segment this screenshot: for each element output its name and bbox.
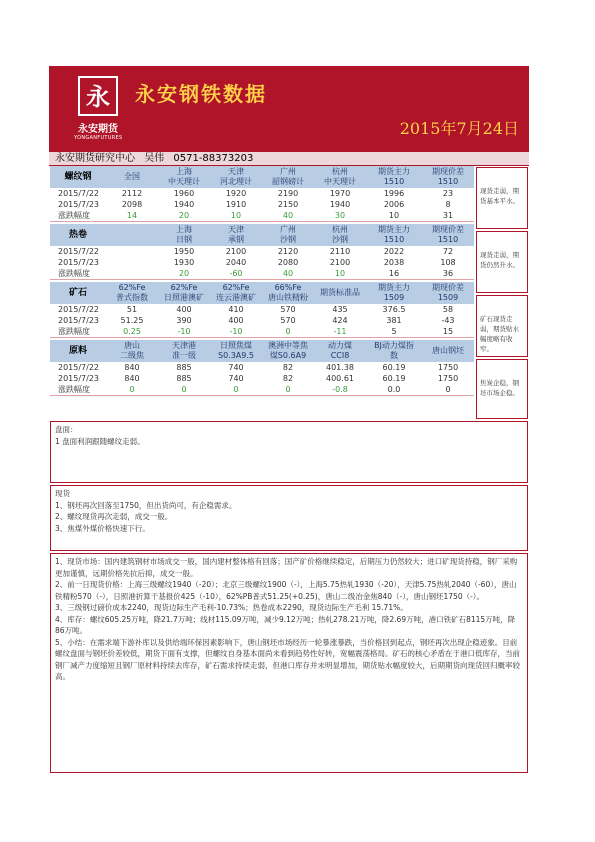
report-title: 永安钢铁数据: [135, 82, 267, 106]
table-cell: 8: [445, 199, 451, 209]
logo-mark-icon: 永: [78, 76, 118, 116]
table-cell: 570: [280, 315, 296, 325]
table-row: [50, 199, 474, 210]
table-cell: 0: [158, 384, 210, 396]
table-cell: 31: [422, 210, 474, 222]
header-line: 韶钢磅计: [272, 177, 304, 186]
header-line: 1509: [383, 293, 405, 302]
table-cell: 410: [228, 304, 244, 314]
header-line: 期货标准品: [320, 288, 360, 297]
column-header: [158, 224, 210, 246]
logo-name-en: YONGANFUTURES: [74, 135, 123, 141]
category-label: 矿石: [50, 282, 106, 304]
table-cell: 108: [440, 257, 456, 267]
table-cell: 15: [422, 326, 474, 338]
text-line: 2、螺纹现货再次走弱，成交一般。: [55, 512, 173, 521]
category-label: 热卷: [50, 224, 106, 246]
table-row: [50, 257, 474, 268]
table-cell: 10: [314, 268, 366, 280]
header-line: 连云港澳矿: [216, 293, 256, 302]
table-cell: 1930: [173, 257, 195, 267]
table-cell: 401.38: [326, 362, 354, 372]
column-header: [366, 224, 422, 246]
table-cell: 20: [158, 210, 210, 222]
price-table: [50, 224, 474, 280]
header-line: 上海: [176, 225, 192, 234]
price-table: [50, 282, 474, 338]
header-line: 动力煤: [328, 341, 352, 350]
table-row: [50, 373, 474, 384]
header-line: 中天理计: [324, 177, 356, 186]
category-label: 螺纹钢: [50, 166, 106, 188]
table-cell: 5: [366, 326, 422, 338]
header-line: 唐山: [124, 341, 140, 350]
table-cell: 740: [228, 373, 244, 383]
table-cell: 2080: [277, 257, 299, 267]
table-cell: 885: [176, 362, 192, 372]
category-label: 原料: [50, 340, 106, 362]
table-cell: 424: [332, 315, 348, 325]
column-header: [158, 340, 210, 362]
table-cell: 16: [366, 268, 422, 280]
header-line: 期货主力: [378, 167, 410, 176]
table-cell: 23: [442, 188, 454, 198]
table-cell: 1940: [173, 199, 195, 209]
column-header: [262, 224, 314, 246]
header-line: 1509: [437, 293, 459, 302]
column-header: [422, 340, 474, 362]
table-cell: 1910: [225, 199, 247, 209]
table-cell: 1950: [173, 246, 195, 256]
table-cell: 0: [210, 384, 262, 396]
table-cell: 60.19: [382, 373, 406, 383]
table-cell: 0: [422, 384, 474, 396]
price-table: [50, 340, 474, 396]
column-header: [210, 224, 262, 246]
header-line: 普式指数: [116, 293, 148, 302]
table-row: [50, 210, 474, 222]
header-line: 唐山钢坯: [432, 346, 464, 355]
table-cell: 0: [262, 326, 314, 338]
table-cell: 2022: [383, 246, 405, 256]
panel-commentary: [50, 421, 528, 483]
table-cell: -43: [441, 315, 455, 325]
header-line: 日钢: [176, 235, 192, 244]
column-header: [314, 282, 366, 304]
column-header: [262, 282, 314, 304]
table-cell: 0: [262, 384, 314, 396]
table-cell: 10: [210, 210, 262, 222]
header-line: 1510: [437, 177, 459, 186]
header-line: 上海: [176, 167, 192, 176]
column-header: [106, 166, 158, 188]
header-line: 62%Fe: [118, 283, 146, 292]
column-header: [422, 166, 474, 188]
table-cell: 58: [442, 304, 454, 314]
table-row: [50, 326, 474, 338]
table-row: [50, 304, 474, 315]
column-header: [422, 282, 474, 304]
row-label: 2015/7/22: [58, 246, 100, 256]
table-cell: 381: [386, 315, 402, 325]
table-cell: -10: [210, 326, 262, 338]
table-cell: 36: [422, 268, 474, 280]
section-note: 现货走弱，期货仍然升水。: [476, 231, 528, 293]
table-cell: 2100: [329, 257, 351, 267]
org-name: 永安期货研究中心: [55, 153, 135, 164]
table-cell: 1920: [225, 188, 247, 198]
row-label: 2015/7/22: [58, 188, 100, 198]
table-cell: [106, 268, 158, 280]
table-cell: 1996: [383, 188, 405, 198]
table-cell: 435: [332, 304, 348, 314]
table-cell: 376.5: [382, 304, 406, 314]
table-row: [50, 362, 474, 373]
table-cell: 2100: [225, 246, 247, 256]
table-row: [50, 384, 474, 396]
column-header: [106, 224, 158, 246]
table-cell: 1970: [329, 188, 351, 198]
header-line: 沙钢: [280, 235, 296, 244]
author-info-bar: [49, 152, 529, 166]
summary-paragraph: 2、前一日现货价格：上海三级螺纹1940（-20）；北京三级螺纹1900（-），上海5.75热轧1930（-20），天津5.75热轧2040（-60），唐山铁精粉570（-），日照港折算干基报价425（-10），62%PB普式51.25(+0.25)，唐山二级冶金焦840（-），唐山钢坯1750（-）。: [55, 580, 517, 601]
author-name: 吴伟: [144, 153, 165, 164]
table-cell: 10: [366, 210, 422, 222]
table-cell: 400: [228, 315, 244, 325]
header-line: 天津: [228, 167, 244, 176]
table-cell: 0.0: [366, 384, 422, 396]
column-header: [210, 166, 262, 188]
header-line: 广州: [280, 225, 296, 234]
header-line: 1510: [383, 177, 405, 186]
table-cell: 2150: [277, 199, 299, 209]
row-label: 2015/7/23: [58, 257, 100, 267]
column-header: [158, 282, 210, 304]
table-cell: [106, 246, 158, 257]
table-cell: 390: [176, 315, 192, 325]
table-cell: 1750: [437, 362, 459, 372]
column-header: [366, 282, 422, 304]
table-cell: 840: [124, 373, 140, 383]
header-line: 中天理计: [168, 177, 200, 186]
table-cell: 82: [282, 373, 294, 383]
logo-name-cn: 永安期货: [78, 124, 118, 135]
report-date: 2015年7月24日: [399, 119, 519, 138]
header-line: 66%Fe: [274, 283, 302, 292]
header-line: 全国: [124, 172, 140, 181]
text-line: 3、焦煤外煤价格快速下行。: [55, 523, 150, 533]
table-cell: 2098: [121, 199, 143, 209]
table-cell: 570: [280, 304, 296, 314]
table-cell: 2110: [329, 246, 351, 256]
table-cell: 51: [126, 304, 138, 314]
table-cell: 40: [262, 210, 314, 222]
text-line: 1、钢坯再次回落至1750，但出货尚可，有企稳需求。: [55, 500, 237, 510]
table-row: [50, 268, 474, 280]
table-cell: 72: [442, 246, 454, 256]
table-cell: 885: [176, 373, 192, 383]
row-label: 2015/7/23: [58, 199, 100, 209]
header-line: 杭州: [332, 167, 348, 176]
table-cell: 51.25: [120, 315, 144, 325]
text-line: 现货: [55, 489, 70, 498]
header-line: 杭州: [332, 225, 348, 234]
table-row: [50, 188, 474, 199]
header-line: 河北理计: [220, 177, 252, 186]
price-table: [50, 166, 474, 222]
text-line: 盘面：: [55, 425, 78, 434]
table-cell: 840: [124, 362, 140, 372]
table-cell: -0.8: [314, 384, 366, 396]
table-cell: 2120: [277, 246, 299, 256]
row-label: 涨跌幅度: [50, 326, 106, 338]
header-line: 1510: [437, 235, 459, 244]
table-cell: 2112: [121, 188, 143, 198]
author-phone: 0571-88373203: [173, 153, 254, 164]
header-line: BJ动力煤指: [374, 341, 414, 350]
column-header: [210, 340, 262, 362]
table-cell: 0: [106, 384, 158, 396]
section-note: 矿石现货走弱，期货贴水幅度略有收窄。: [476, 295, 528, 357]
row-label: 涨跌幅度: [50, 384, 106, 396]
table-cell: 82: [282, 362, 294, 372]
column-header: [366, 166, 422, 188]
row-label: 2015/7/23: [58, 315, 100, 325]
summary-paragraph: 4、库存：螺纹605.25万吨，降21.7万吨；线材115.09万吨，减少9.12万吨；热轧278.21万吨，降2.69万吨，港口铁矿石8115万吨，降86万吨。: [55, 614, 516, 635]
header-line: 期现价差: [432, 167, 464, 176]
header-line: 煤S0.6A9: [269, 351, 307, 360]
table-cell: 14: [106, 210, 158, 222]
spot-commentary: [50, 485, 528, 551]
row-label: 2015/7/22: [58, 304, 100, 314]
header-line: CCI8: [330, 351, 350, 360]
table-cell: 30: [314, 210, 366, 222]
table-cell: 60.19: [382, 362, 406, 372]
market-summary: [50, 553, 528, 773]
table-cell: -10: [158, 326, 210, 338]
row-label: 2015/7/22: [58, 362, 100, 372]
header-line: 期货主力: [378, 283, 410, 292]
table-cell: 2038: [383, 257, 405, 267]
header-line: 沙钢: [332, 235, 348, 244]
column-header: [366, 340, 422, 362]
table-cell: -11: [314, 326, 366, 338]
column-header: [422, 224, 474, 246]
table-row: [50, 315, 474, 326]
header-line: 唐山铁精粉: [268, 293, 308, 302]
header-line: 天津港: [172, 341, 196, 350]
text-line: 1 盘面利润跟随螺纹走弱。: [55, 436, 145, 446]
header-line: 62%Fe: [222, 283, 250, 292]
table-cell: 1940: [329, 199, 351, 209]
row-label: 涨跌幅度: [50, 210, 106, 222]
summary-paragraph: 5、小结：在需求端下游补库以及供给端环保因素影响下，唐山钢坯市场经历一轮暴涨暴跌，当价格回到起点，钢坯再次出现企稳迹象。目前螺纹盘面与钢坯价差较低，期货下面有支撑，但螺纹自身基本面尚未看到趋势性好转，宽幅震荡格局。矿石的核心矛盾在于港口低库存，当前钢厂减产力度缩短且钢厂原材料持续去库存，矿石需求持续走弱，但港口库存并未明显增加，期货贴水幅度较大，后期期货向现货回归概率较高。: [55, 637, 520, 681]
section-note: 焦炭企稳，钢坯市场企稳。: [476, 359, 528, 419]
table-cell: 1960: [173, 188, 195, 198]
header-line: 日照焦煤: [220, 341, 252, 350]
header-line: 承钢: [228, 235, 244, 244]
row-label: 2015/7/23: [58, 373, 100, 383]
column-header: [106, 282, 158, 304]
table-cell: 400.61: [326, 373, 354, 383]
header-line: 62%Fe: [170, 283, 198, 292]
header-line: 广州: [280, 167, 296, 176]
company-logo: [74, 76, 122, 146]
summary-paragraph: 1、现货市场：国内建筑钢材市场成交一般，国内建材整体格有回落；国产矿价格继续稳定，后期压力仍然较大；进口矿现货持稳，钢厂采购更加谨慎，远期价格先抗后抑，成交一般。: [55, 557, 518, 578]
column-header: [106, 340, 158, 362]
table-cell: 0.25: [106, 326, 158, 338]
header-line: 期现价差: [432, 283, 464, 292]
header-line: 日照港澳矿: [164, 293, 204, 302]
report-header: [49, 66, 529, 152]
table-cell: 1750: [437, 373, 459, 383]
row-label: 涨跌幅度: [50, 268, 106, 280]
header-line: 澳洲中等焦: [268, 341, 308, 350]
table-cell: -60: [210, 268, 262, 280]
header-line: 1510: [383, 235, 405, 244]
table-cell: [106, 257, 158, 268]
table-cell: 2190: [277, 188, 299, 198]
table-row: [50, 246, 474, 257]
header-line: 期货主力: [378, 225, 410, 234]
table-cell: 2006: [383, 199, 405, 209]
table-cell: 400: [176, 304, 192, 314]
table-cell: 20: [158, 268, 210, 280]
header-line: 期现价差: [432, 225, 464, 234]
column-header: [158, 166, 210, 188]
table-cell: 40: [262, 268, 314, 280]
column-header: [210, 282, 262, 304]
header-line: S0.3A9.5: [218, 351, 254, 360]
header-line: 二级焦: [120, 351, 144, 360]
column-header: [314, 166, 366, 188]
price-tables: [50, 166, 474, 398]
header-line: 数: [390, 351, 398, 360]
header-line: 天津: [228, 225, 244, 234]
table-cell: 2040: [225, 257, 247, 267]
header-line: 准一级: [172, 351, 196, 360]
column-header: [314, 340, 366, 362]
column-header: [262, 166, 314, 188]
column-header: [314, 224, 366, 246]
table-cell: 740: [228, 362, 244, 372]
section-note: 现货走弱，期货基本平水。: [476, 167, 528, 229]
summary-paragraph: 3、三级钢过磅价成本2240，现货边际生产毛利-10.73%；热卷成本2290，现货边际生产毛利 15.71%。: [55, 603, 408, 612]
column-header: [262, 340, 314, 362]
